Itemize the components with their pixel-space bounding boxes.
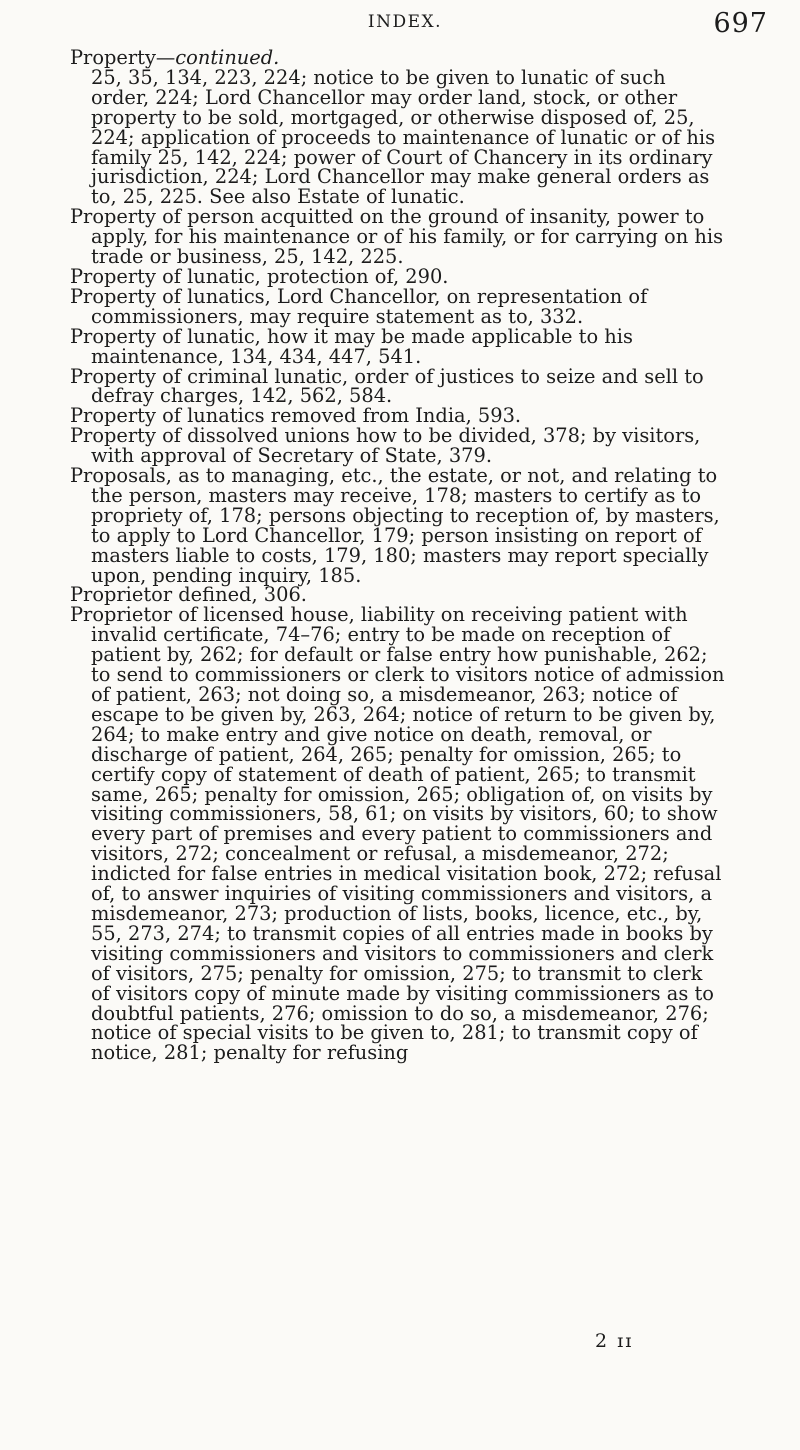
entry-text: defined, 306. <box>172 583 307 607</box>
entry-text: of criminal lunatic, order of justices to seize and sell to defray charges, 142, 562, 584. <box>91 364 704 408</box>
index-entry <box>70 264 725 288</box>
page-number: 697 <box>713 8 768 39</box>
page-header <box>40 8 770 42</box>
entry-text: of lunatics removed from India, 593. <box>155 404 522 428</box>
index-entry <box>70 585 725 605</box>
index-entry <box>70 426 725 466</box>
entry-heading: Proprietor <box>70 603 173 627</box>
entry-heading: Property <box>70 404 156 428</box>
entry-text: of lunatics, Lord Chancellor, on representation of commissioners, may require statement as to, 332. <box>91 284 648 328</box>
index-entry <box>70 48 725 68</box>
index-entry <box>70 406 725 426</box>
index-entry <box>70 324 725 368</box>
entry-heading: Proprietor <box>70 583 173 607</box>
running-title: INDEX. <box>367 12 443 32</box>
entry-continued-label: continued. <box>175 46 280 69</box>
entry-text: of dissolved unions how to be divided, 378; by visitors, with approval of Secretary of State, 379. <box>91 424 701 468</box>
entry-heading: Property <box>70 364 156 388</box>
entry-text: of licensed house, liability on receiving patient with invalid certificate, 74–76; entry to be made on reception of patient by, 262; for default or false entry how punishable, 262; to send to commissioners or clerk to visitors notice of admission of patient, 263; not doing so, a misdemeanor, 263; notice of escape to be given by, 263, 264; notice of return to be given by, 264; to make entry and give notice on death, removal, or discharge of patient, 264, 265; penalty for omission, 265; to certify copy of statement of death of patient, 265; to transmit same, 265; penalty for omission, 265; obligation of, on visits by visiting commissioners, 58, 61; on visits by visitors, 60; to show every part of premises and every patient to commissioners and visitors, 272; concealment or refusal, a misdemeanor, 272; indicted for false entries in medical visitation book, 272; refusal of, to answer inquiries of visiting commissioners and visitors, a misdemeanor, 273; production of lists, books, licence, etc., by, 55, 273, 274; to transmit copies of all entries made in books by visiting commissioners and visitors to commissioners and clerk of visitors, 275; penalty for omission, 275; to transmit to clerk of visitors copy of minute made by visiting commissioners as to doubtful patients, 276; omission to do so, a misdemeanor, 276; notice of special visits to be given to, 281; to transmit copy of notice, 281; penalty for refusing <box>91 603 725 1065</box>
entry-text: of lunatic, how it may be made applicable to his maintenance, 134, 434, 447, 541. <box>91 324 633 368</box>
index-page <box>40 0 770 1450</box>
index-entry <box>70 466 725 585</box>
entry-heading: Property <box>70 424 156 448</box>
entry-heading: Proposals, <box>70 464 172 488</box>
entry-text: of lunatic, protection of, 290. <box>155 264 449 288</box>
index-entry <box>70 605 725 1063</box>
entry-text: of person acquitted on the ground of insanity, power to apply, for his maintenance or of his family, or for carrying on his trade or business, 25, 142, 225. <box>91 205 724 269</box>
index-entry <box>70 284 725 328</box>
entry-heading: Property— <box>70 46 176 69</box>
entry-heading: Property <box>70 264 156 288</box>
index-entry <box>70 207 725 267</box>
signature-mark: 2 ɪɪ <box>595 1330 634 1352</box>
index-body <box>70 48 725 1063</box>
entry-heading: Property <box>70 284 156 308</box>
entry-heading: Property <box>70 324 156 348</box>
index-entry <box>70 65 725 209</box>
index-entry <box>70 364 725 408</box>
entry-text: as to managing, etc., the estate, or not, and relating to the person, masters may receive, 178; masters to certify as to propriety of, 178; persons objecting to reception of, by masters, to apply to Lord Chancellor, 179; person insisting on report of masters liable to costs, 179, 180; masters may report specially upon, pending inquiry, 185. <box>91 464 720 587</box>
entry-heading: Property <box>70 205 156 229</box>
entry-text: 25, 35, 134, 223, 224; notice to be given to lunatic of such order, 224; Lord Chancellor may order land, stock, or other property to be sold, mortgaged, or otherwise disposed of, 25, 224; application of proceeds to maintenance of lunatic or of his family 25, 142, 224; power of Court of Chancery in its ordinary jurisdiction, 224; Lord Chancellor may make general orders as to, 25, 225. See also Estate of lunatic. <box>91 65 716 209</box>
